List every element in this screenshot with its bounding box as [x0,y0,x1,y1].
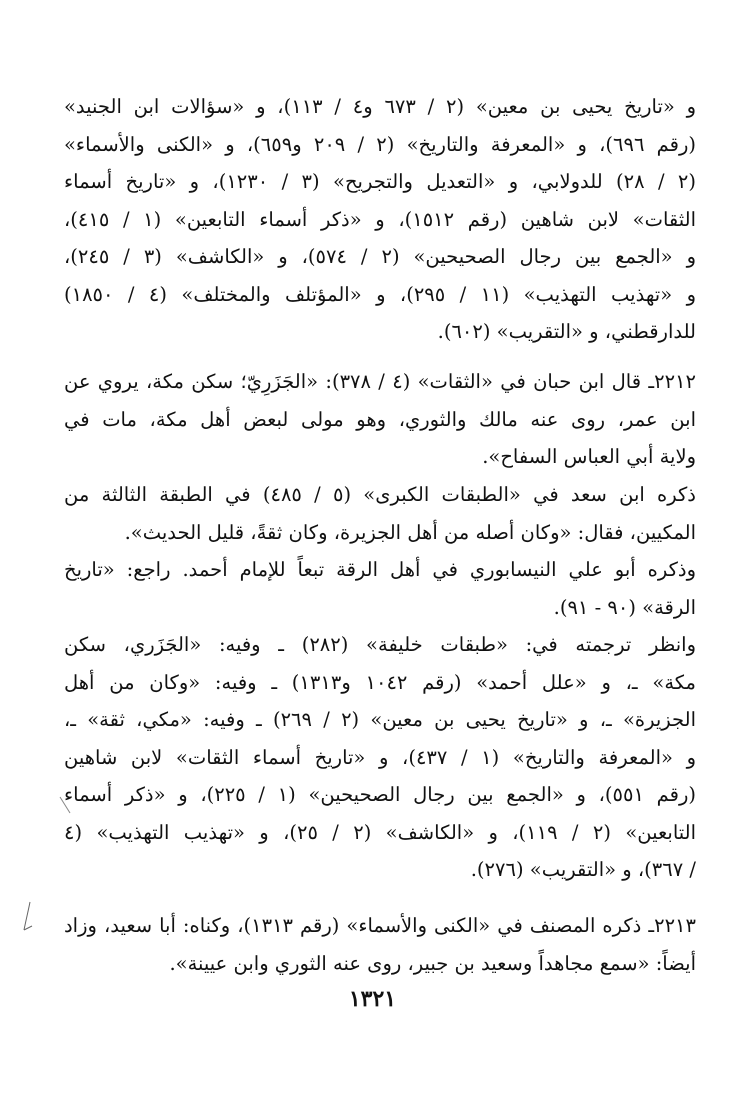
text-line: مكة» ـ، و «علل أحمد» (رقم ١٠٤٢ و١٣١٣) ـ وفيه: «وكان من أهل [64,670,696,694]
text-line: ٢٢١٢ـ قال ابن حبان في «الثقات» (٤ / ٣٧٨): «الجَزَرِيّ؛ سكن مكة، يروي عن [64,370,696,393]
text-line: و «الجمع بين رجال الصحيحين» (٢ / ٥٧٤)، و «الكاشف» (٣ / ٢٤٥)، [64,245,696,268]
paragraph-naysaburi [64,551,696,626]
text-line: ابن عمر، روى عنه مالك والثوري، وهو مولى لبعض أهل مكة، مات في [64,407,696,431]
text-line: و «المعرفة والتاريخ» (١ / ٤٣٧)، و «تاريخ أسماء الثقات» لابن شاهين [64,745,696,769]
text-line: الجزيرة» ـ، و «تاريخ يحيى بن معين» (٢ / ٢٦٩) ـ وفيه: «مكي، ثقة» ـ، [64,708,696,731]
text-line: (٢ / ٢٨) للدولابي، و «التعديل والتجريح» (٣ / ١٢٣٠)، و «تاريخ أسماء [64,170,696,193]
text-line: التابعين» (٢ / ١١٩)، و «الكاشف» (٢ / ٢٥)، و «تهذيب التهذيب» (٤ [64,820,696,844]
text-line: ولاية أبي العباس السفاح». [482,445,696,468]
text-line: ٢٢١٣ـ ذكره المصنف في «الكنى والأسماء» (رقم ١٣١٣)، وكناه: أبا سعيد، وزاد [64,914,696,937]
entry-2212 [64,363,696,476]
text-line: (رقم ٥٥١)، و «الجمع بين رجال الصحيحين» (١ / ٢٢٥)، و «ذكر أسماء [64,783,696,806]
text-line: الثقات» لابن شاهين (رقم ١٥١٢)، و «ذكر أسماء التابعين» (١ / ٤١٥)، [64,207,696,231]
paragraph-references-continued [64,88,696,351]
text-line: أيضاً: «سمع مجاهداً وسعيد بن جبير، روى عنه الثوري وابن عيينة». [169,951,696,975]
text-line: للدارقطني، و «التقريب» (٦٠٢). [437,320,696,343]
scan-mark [58,795,72,817]
text-line: الرقة» (٩٠ - ٩١). [553,595,696,619]
text-line: و «تهذيب التهذيب» (١١ / ٢٩٥)، و «المؤتلف والمختلف» (٤ / ١٨٥٠) [64,282,696,306]
text-line: المكيين، فقال: «وكان أصله من أهل الجزيرة، وكان ثقةً، قليل الحديث». [124,520,696,544]
scan-mark [20,900,36,940]
text-line: و «تاريخ يحيى بن معين» (٢ / ٦٧٣ و٤ / ١١٣)، و «سؤالات ابن الجنيد» [64,95,696,118]
entry-2213 [64,907,696,982]
text-line: ذكره ابن سعد في «الطبقات الكبرى» (٥ / ٤٨٥) في الطبقة الثالثة من [64,483,696,506]
text-line: / ٣٦٧)، و «التقريب» (٢٧٦). [470,858,696,881]
text-line: وذكره أبو علي النيسابوري في أهل الرقة تبعاً للإمام أحمد. راجع: «تاريخ [64,558,696,581]
text-line: (رقم ٦٩٦)، و «المعرفة والتاريخ» (٢ / ٢٠٩ و٦٥٩)، و «الكنى والأسماء» [64,132,696,156]
text-line: وانظر ترجمته في: «طبقات خليفة» (٢٨٢) ـ وفيه: «الجَزَري، سكن [64,633,696,656]
page-number: ١٣٢١ [348,986,397,1012]
paragraph-see-biography [64,626,696,889]
paragraph-ibn-saad [64,476,696,551]
